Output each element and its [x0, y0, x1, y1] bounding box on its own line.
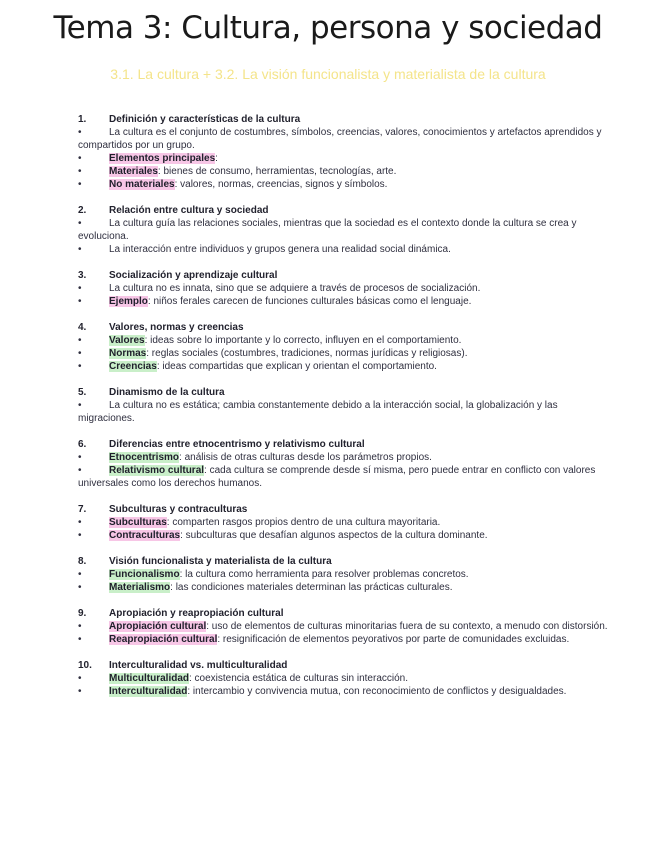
section-5 [78, 386, 608, 425]
list-item [78, 568, 608, 581]
term-label: Relativismo cultural [109, 465, 205, 476]
list-item [78, 334, 608, 347]
section-title: Definición y características de la cultura [109, 114, 301, 125]
term-label: No materiales [109, 179, 175, 190]
section-heading [78, 269, 608, 282]
list-item-text: La cultura no es estática; cambia constantemente debido a la interacción social, la globalización y las migraciones. [78, 400, 558, 424]
list-item [78, 685, 608, 698]
section-title: Apropiación y reapropiación cultural [109, 608, 284, 619]
section-title: Visión funcionalista y materialista de la cultura [109, 556, 332, 567]
term-definition: : resignificación de elementos peyorativos por parte de comunidades excluidas. [217, 634, 570, 645]
bullet-icon: • [78, 621, 82, 632]
term-label: Multiculturalidad [109, 673, 189, 684]
term-definition: : valores, normas, creencias, signos y símbolos. [174, 179, 388, 190]
bullet-icon: • [78, 361, 82, 372]
list-item-text: La cultura es el conjunto de costumbres, símbolos, creencias, valores, conocimientos y artefactos aprendidos y compartidos por un grupo. [78, 127, 602, 151]
bullet-icon: • [78, 348, 82, 359]
section-heading [78, 204, 608, 217]
list-item-text: La cultura no es innata, sino que se adquiere a través de procesos de socialización. [109, 283, 481, 294]
section-1 [78, 113, 608, 191]
section-heading [78, 503, 608, 516]
section-heading [78, 321, 608, 334]
section-number: 3. [78, 270, 87, 281]
term-label: Valores [109, 335, 145, 346]
term-definition: : [215, 153, 218, 164]
term-definition: : niños ferales carecen de funciones culturales básicas como el lenguaje. [147, 296, 472, 307]
list-item [78, 295, 608, 308]
term-label: Materiales [109, 166, 158, 177]
bullet-icon: • [78, 569, 82, 580]
bullet-icon: • [78, 179, 82, 190]
bullet-icon: • [78, 634, 82, 645]
term-definition: : bienes de consumo, herramientas, tecnologías, arte. [157, 166, 397, 177]
bullet-icon: • [78, 673, 82, 684]
term-definition: : uso de elementos de culturas minoritarias fuera de su contexto, a menudo con distorsión. [206, 621, 608, 632]
section-3 [78, 269, 608, 308]
term-definition: : coexistencia estática de culturas sin interacción. [189, 673, 408, 684]
section-10 [78, 659, 608, 698]
section-8 [78, 555, 608, 594]
term-label: Subculturas [109, 517, 167, 528]
page-subtitle: 3.1. La cultura + 3.2. La visión funcionalista y materialista de la cultura [110, 66, 546, 82]
term-label: Normas [109, 348, 147, 359]
term-definition: : intercambio y convivencia mutua, con reconocimiento de conflictos y desigualdades. [187, 686, 567, 697]
bullet-icon: • [78, 400, 82, 411]
section-title: Subculturas y contraculturas [109, 504, 248, 515]
bullet-icon: • [78, 452, 82, 463]
bullet-icon: • [78, 517, 82, 528]
list-item-text: La interacción entre individuos y grupos genera una realidad social dinámica. [109, 244, 451, 255]
list-item [78, 516, 608, 529]
section-7 [78, 503, 608, 542]
section-2 [78, 204, 608, 256]
term-label: Creencias [109, 361, 157, 372]
bullet-icon: • [78, 218, 82, 229]
section-number: 7. [78, 504, 87, 515]
bullet-icon: • [78, 127, 82, 138]
term-definition: : la cultura como herramienta para resolver problemas concretos. [179, 569, 469, 580]
section-9 [78, 607, 608, 646]
term-definition: : reglas sociales (costumbres, tradiciones, normas jurídicas y religiosas). [146, 348, 468, 359]
list-item [78, 178, 608, 191]
bullet-icon: • [78, 244, 82, 255]
term-label: Materialismo [109, 582, 171, 593]
term-definition: : ideas compartidas que explican y orientan el comportamiento. [156, 361, 437, 372]
term-label: Elementos principales [109, 153, 216, 164]
bullet-icon: • [78, 582, 82, 593]
bullet-icon: • [78, 530, 82, 541]
section-title: Interculturalidad vs. multiculturalidad [109, 660, 288, 671]
section-number: 9. [78, 608, 87, 619]
term-label: Etnocentrismo [109, 452, 180, 463]
term-label: Ejemplo [109, 296, 148, 307]
list-item [78, 126, 608, 152]
term-label: Apropiación cultural [109, 621, 207, 632]
section-number: 6. [78, 439, 87, 450]
bullet-icon: • [78, 296, 82, 307]
list-item [78, 399, 608, 425]
bullet-icon: • [78, 283, 82, 294]
notes-body [78, 113, 608, 711]
list-item [78, 152, 608, 165]
list-item [78, 347, 608, 360]
section-heading [78, 555, 608, 568]
list-item [78, 217, 608, 243]
term-definition: : ideas sobre lo importante y lo correcto, influyen en el comportamiento. [144, 335, 462, 346]
list-item [78, 672, 608, 685]
section-number: 2. [78, 205, 87, 216]
section-heading [78, 438, 608, 451]
section-title: Dinamismo de la cultura [109, 387, 225, 398]
term-definition: : comparten rasgos propios dentro de una cultura mayoritaria. [166, 517, 441, 528]
term-definition: : análisis de otras culturas desde los parámetros propios. [179, 452, 432, 463]
section-number: 8. [78, 556, 87, 567]
bullet-icon: • [78, 166, 82, 177]
bullet-icon: • [78, 465, 82, 476]
list-item [78, 464, 608, 490]
term-label: Reapropiación cultural [109, 634, 218, 645]
section-title: Valores, normas y creencias [109, 322, 244, 333]
section-6 [78, 438, 608, 490]
section-number: 1. [78, 114, 87, 125]
section-heading [78, 607, 608, 620]
term-definition: : las condiciones materiales determinan las prácticas culturales. [170, 582, 453, 593]
section-title: Relación entre cultura y sociedad [109, 205, 269, 216]
section-number: 4. [78, 322, 87, 333]
list-item [78, 620, 608, 633]
term-definition: : subculturas que desafían algunos aspectos de la cultura dominante. [180, 530, 488, 541]
list-item [78, 282, 608, 295]
section-4 [78, 321, 608, 373]
bullet-icon: • [78, 686, 82, 697]
section-number: 10. [78, 660, 92, 671]
term-definition: : cada cultura se comprende desde sí misma, pero puede entrar en conflicto con valores universales como los derechos humanos. [78, 465, 596, 489]
term-label: Contraculturas [109, 530, 181, 541]
section-title: Diferencias entre etnocentrismo y relativismo cultural [109, 439, 365, 450]
bullet-icon: • [78, 335, 82, 346]
section-number: 5. [78, 387, 87, 398]
list-item [78, 165, 608, 178]
bullet-icon: • [78, 153, 82, 164]
section-heading [78, 113, 608, 126]
list-item [78, 243, 608, 256]
list-item-text: La cultura guía las relaciones sociales, mientras que la sociedad es el contexto donde la cultura se crea y evoluciona. [78, 218, 577, 242]
term-label: Interculturalidad [109, 686, 188, 697]
term-label: Funcionalismo [109, 569, 180, 580]
list-item [78, 529, 608, 542]
list-item [78, 581, 608, 594]
section-title: Socialización y aprendizaje cultural [109, 270, 278, 281]
list-item [78, 633, 608, 646]
section-heading [78, 386, 608, 399]
section-heading [78, 659, 608, 672]
list-item [78, 451, 608, 464]
list-item [78, 360, 608, 373]
page-title: Tema 3: Cultura, persona y sociedad [53, 10, 603, 46]
